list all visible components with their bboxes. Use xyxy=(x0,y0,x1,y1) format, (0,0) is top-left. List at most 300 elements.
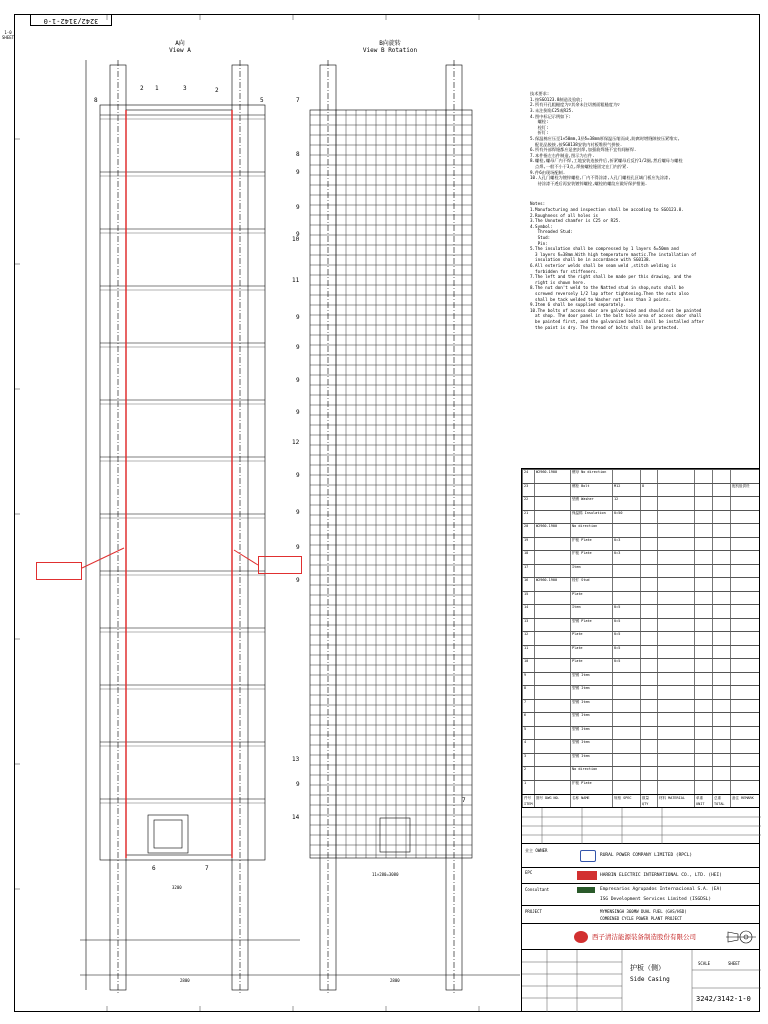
side-tag: 1-0 SHEET xyxy=(2,30,15,40)
table-cell xyxy=(712,605,730,619)
table-cell: 型钢 Item xyxy=(570,727,612,741)
view-b-en: View B Rotation xyxy=(362,47,418,54)
table-cell: 20 xyxy=(522,524,534,538)
notes-chinese xyxy=(530,91,755,186)
table-cell: δ=5 xyxy=(612,659,640,673)
table-cell xyxy=(730,605,761,619)
table-cell xyxy=(657,619,694,633)
table-cell xyxy=(694,605,712,619)
table-cell xyxy=(730,538,761,552)
table-cell xyxy=(730,497,761,511)
table-cell xyxy=(534,565,570,579)
note-line-cn: 7.本件指左右件制造,图示为右件. xyxy=(530,152,595,158)
table-cell xyxy=(640,646,657,660)
table-cell: Item xyxy=(570,565,612,579)
table-cell xyxy=(730,646,761,660)
table-cell xyxy=(730,470,761,484)
table-row xyxy=(522,658,759,673)
table-cell xyxy=(694,700,712,714)
table-cell xyxy=(534,713,570,727)
note-line-cn: 9.件6由现场配制. xyxy=(530,169,566,175)
table-cell xyxy=(730,754,761,768)
table-cell xyxy=(712,578,730,592)
table-cell: δ=5 xyxy=(612,646,640,660)
table-cell xyxy=(657,578,694,592)
table-header-cell: 总重 TOTAL xyxy=(712,795,730,807)
table-cell: 8 xyxy=(640,484,657,498)
table-cell xyxy=(534,754,570,768)
table-cell xyxy=(534,659,570,673)
item-balloon: 2 xyxy=(140,85,144,92)
table-cell xyxy=(730,619,761,633)
item-balloon: 13 xyxy=(292,756,300,763)
table-cell xyxy=(712,470,730,484)
table-cell xyxy=(640,511,657,525)
table-cell xyxy=(640,767,657,781)
table-row xyxy=(522,712,759,727)
table-cell xyxy=(657,524,694,538)
sheet-label: SHEET xyxy=(728,961,741,966)
note-line-cn: 8.螺栓,螺母厂内不焊,工地安装连接件后,折紧螺母后反拧1/2圈,然后螺母与螺栓 xyxy=(530,158,683,164)
table-cell: 型钢 Item xyxy=(570,700,612,714)
item-balloon: 7 xyxy=(296,97,300,104)
table-cell: Plate xyxy=(570,592,612,606)
table-cell xyxy=(640,578,657,592)
table-cell xyxy=(534,740,570,754)
parts-list-table xyxy=(521,468,760,808)
table-cell: 配机组供货 xyxy=(730,484,761,498)
table-cell xyxy=(640,619,657,633)
note-line-en: Threaded Stud: xyxy=(530,229,573,235)
table-cell xyxy=(712,511,730,525)
view-a-cn: A向 xyxy=(175,40,185,47)
table-cell: 23 xyxy=(522,484,534,498)
table-row xyxy=(522,645,759,660)
table-cell: δ=3 xyxy=(612,538,640,552)
table-cell xyxy=(694,524,712,538)
project-line-2: COMBINED CYCLE POWER PLANT PROJECT xyxy=(600,916,682,921)
table-cell xyxy=(730,700,761,714)
table-cell xyxy=(712,551,730,565)
item-balloon: 5 xyxy=(260,97,264,104)
note-line-en: 9.Item 6 shall be supplied separately. xyxy=(530,302,626,308)
view-b-cn: B向旋转 xyxy=(379,40,401,47)
owner-logo-icon xyxy=(580,850,596,862)
title-block xyxy=(521,950,760,1012)
table-cell: 11 xyxy=(522,646,534,660)
table-cell xyxy=(640,754,657,768)
table-cell xyxy=(712,767,730,781)
table-cell xyxy=(657,511,694,525)
table-cell xyxy=(712,632,730,646)
table-cell xyxy=(640,592,657,606)
item-balloon: 9 xyxy=(296,577,300,584)
table-cell xyxy=(534,538,570,552)
table-row xyxy=(522,726,759,741)
table-cell: Item xyxy=(570,605,612,619)
table-cell xyxy=(730,565,761,579)
parts-list-header xyxy=(522,794,759,807)
note-line-en: Notes: xyxy=(530,201,546,207)
table-cell xyxy=(694,781,712,795)
table-cell xyxy=(612,740,640,754)
table-cell xyxy=(657,470,694,484)
table-cell xyxy=(534,727,570,741)
table-cell xyxy=(640,673,657,687)
table-cell xyxy=(657,673,694,687)
table-cell: Plate xyxy=(570,632,612,646)
table-cell xyxy=(640,524,657,538)
table-cell xyxy=(534,781,570,795)
consultant-name-1: Empresarios Agrupados Internacional S.A. (EA) xyxy=(600,887,722,892)
table-cell xyxy=(712,727,730,741)
table-cell: 型钢 Item xyxy=(570,740,612,754)
note-line-en: 4.Symbol: xyxy=(530,223,553,229)
table-cell xyxy=(534,767,570,781)
table-cell xyxy=(694,619,712,633)
table-cell xyxy=(730,551,761,565)
table-cell xyxy=(694,686,712,700)
table-cell xyxy=(712,781,730,795)
table-cell: Plate xyxy=(570,659,612,673)
note-line-en: the paint is dry. The thread of bolts shall be protected. xyxy=(530,324,679,330)
note-line-en: 6.All exterior welds shall be seam weld ,stitch welding is xyxy=(530,263,677,268)
note-line-en: screwed reversely 1/2 lap after tightening.Then the nuts also xyxy=(530,290,689,296)
table-cell xyxy=(640,605,657,619)
table-row xyxy=(522,523,759,538)
table-cell: 5 xyxy=(522,727,534,741)
note-line-cn: 待涂漆干透后再安装镀锌螺栓,螺栓的螺纹应做好保护措施. xyxy=(530,180,648,186)
view-a xyxy=(80,60,300,995)
note-line-cn: 栓钉: xyxy=(530,124,549,130)
table-cell xyxy=(612,781,640,795)
table-cell: 14 xyxy=(522,605,534,619)
table-cell xyxy=(612,673,640,687)
table-cell: 10 xyxy=(522,659,534,673)
scale-label: SCALE xyxy=(698,961,711,966)
table-cell xyxy=(730,713,761,727)
revision-grid xyxy=(522,808,761,844)
note-line-en: 8.The nut don't weld to the Natted stud in shop,nuts shall be xyxy=(530,285,684,291)
table-header-cell: 件号 ITEM xyxy=(524,796,533,806)
table-cell: 护板 Plate xyxy=(570,551,612,565)
table-cell xyxy=(612,754,640,768)
table-cell xyxy=(657,551,694,565)
table-cell xyxy=(640,781,657,795)
note-line-en: 7.The left and the right shall be made per this drawing, and the xyxy=(530,274,692,280)
table-header-cell: 数量 QTY xyxy=(640,795,657,807)
table-cell: δ=5 xyxy=(612,632,640,646)
table-cell xyxy=(712,484,730,498)
table-cell xyxy=(612,578,640,592)
table-cell xyxy=(694,754,712,768)
table-cell xyxy=(612,686,640,700)
table-cell xyxy=(694,740,712,754)
table-cell xyxy=(712,740,730,754)
table-cell: 9 xyxy=(522,673,534,687)
table-cell xyxy=(694,727,712,741)
note-line-cn: 技术要求: xyxy=(530,91,550,97)
title-chinese: 护板（侧） xyxy=(630,964,665,972)
table-cell xyxy=(694,713,712,727)
note-line-en: right is shown here. xyxy=(530,279,586,285)
table-cell xyxy=(534,605,570,619)
note-line-en: 5.The insulation shall be compressed by 1 layers δ=50mm and xyxy=(530,246,679,252)
item-balloon: 8 xyxy=(94,97,98,104)
table-row xyxy=(522,537,759,552)
table-cell xyxy=(712,524,730,538)
table-cell: 12 xyxy=(522,632,534,646)
table-cell xyxy=(534,673,570,687)
table-cell xyxy=(657,632,694,646)
company-name: 西子清洁能源装备制造股份有限公司 xyxy=(592,933,696,941)
item-balloon: 9 xyxy=(296,544,300,551)
table-cell: 12 xyxy=(612,497,640,511)
note-line-en: be painted first, and the galvanized bolts shall be installed after xyxy=(530,318,704,324)
table-cell: No direction xyxy=(570,767,612,781)
table-cell xyxy=(694,470,712,484)
table-cell xyxy=(694,578,712,592)
table-header-cell: 单重 UNIT xyxy=(694,795,712,807)
table-cell xyxy=(534,700,570,714)
table-cell xyxy=(694,497,712,511)
table-cell xyxy=(657,700,694,714)
table-cell: W2960-1900 xyxy=(534,524,570,538)
note-line-cn: 折钉: xyxy=(530,130,549,136)
table-cell xyxy=(612,565,640,579)
drawing-number-top: 3242/3142-1-0 xyxy=(30,14,112,26)
item-balloon: 6 xyxy=(152,865,156,872)
table-cell xyxy=(712,538,730,552)
table-cell xyxy=(657,713,694,727)
highlight-lines xyxy=(82,110,258,858)
table-cell: W2960-1900 xyxy=(534,578,570,592)
table-cell xyxy=(712,659,730,673)
table-cell xyxy=(694,673,712,687)
table-cell xyxy=(640,551,657,565)
table-cell xyxy=(730,727,761,741)
table-header-cell: 名称 NAME xyxy=(570,795,612,807)
note-line-cn: 螺栓: xyxy=(530,119,549,125)
item-balloon: 9 xyxy=(296,781,300,788)
owner-name: RURAL POWER COMPANY LIMITED (RPCL) xyxy=(600,853,693,858)
table-cell xyxy=(657,686,694,700)
table-cell xyxy=(712,497,730,511)
table-header-cell: 材料 MATERIAL xyxy=(657,795,694,807)
note-line-cn: 点焊,一般不小于3点,焊接螺栓缝固定在门内拧紧. xyxy=(530,163,629,169)
table-row xyxy=(522,631,759,646)
table-cell xyxy=(534,551,570,565)
table-cell xyxy=(712,565,730,579)
table-cell xyxy=(712,754,730,768)
table-cell xyxy=(694,538,712,552)
table-header-cell: 备注 REMARK xyxy=(730,795,761,807)
table-cell xyxy=(694,565,712,579)
dim-bottom: 3200 xyxy=(172,885,182,890)
table-cell: 3 xyxy=(522,754,534,768)
note-line-en: 3.The Unnoted chamfer is C25 or R25. xyxy=(530,218,621,224)
table-cell xyxy=(612,727,640,741)
note-line-cn: 1.按SGO123.8制造及验收; xyxy=(530,96,583,102)
table-cell: Plate xyxy=(570,646,612,660)
item-balloon: 9 xyxy=(296,314,300,321)
table-cell: 型钢 Item xyxy=(570,686,612,700)
note-line-cn: 2.所有开孔粗糙度为▽其余未注切割面粗糙度为▽ xyxy=(530,102,620,108)
project-label: PROJECT xyxy=(525,909,542,914)
item-balloon: 9 xyxy=(296,509,300,516)
table-cell: 螺母 No direction xyxy=(570,470,612,484)
table-cell xyxy=(640,538,657,552)
table-cell xyxy=(730,686,761,700)
owner-block xyxy=(521,844,760,868)
note-line-en: forbidden for stiffeners. xyxy=(530,268,599,274)
table-cell xyxy=(534,632,570,646)
table-cell: 7 xyxy=(522,700,534,714)
epc-block xyxy=(521,868,760,884)
table-cell xyxy=(640,497,657,511)
table-cell xyxy=(612,470,640,484)
table-cell xyxy=(694,484,712,498)
item-balloon: 1 xyxy=(155,85,159,92)
table-cell xyxy=(640,740,657,754)
table-cell xyxy=(657,565,694,579)
epc-logo-icon xyxy=(577,871,597,880)
table-cell: 型钢 Item xyxy=(570,713,612,727)
table-cell: 17 xyxy=(522,565,534,579)
note-line-en: 1.Manufacturing and inspection shall be accoding to SGO123.8. xyxy=(530,207,684,213)
table-cell xyxy=(694,659,712,673)
project-line-1: MYMENSINGH 360MW DUAL FUEL (GAS/HSD) xyxy=(600,909,687,914)
table-cell xyxy=(694,632,712,646)
table-cell: 护板 Plate xyxy=(570,781,612,795)
table-cell: 2 xyxy=(522,767,534,781)
table-cell: 1 xyxy=(522,781,534,795)
table-header-cell: 图号 DWG NO. xyxy=(534,795,570,807)
table-cell: 19 xyxy=(522,538,534,552)
owner-label: 业主 OWNER xyxy=(525,848,548,853)
table-cell xyxy=(657,484,694,498)
company-block xyxy=(521,924,760,950)
table-row xyxy=(522,577,759,592)
table-cell: No direction xyxy=(570,524,612,538)
note-line-en: Pin: xyxy=(530,240,548,246)
table-cell xyxy=(640,686,657,700)
table-cell xyxy=(640,727,657,741)
table-cell xyxy=(694,511,712,525)
table-row xyxy=(522,766,759,781)
table-cell xyxy=(640,470,657,484)
table-row xyxy=(522,604,759,619)
table-cell xyxy=(612,524,640,538)
table-cell: δ=5 xyxy=(612,605,640,619)
table-row xyxy=(522,618,759,633)
note-line-cn: 6.所有外部焊缝都应是密封焊,加强筋焊缝不宜有间断焊. xyxy=(530,147,637,153)
revision-block xyxy=(521,808,760,844)
table-cell xyxy=(534,511,570,525)
table-cell: δ=50 xyxy=(612,511,640,525)
table-cell xyxy=(657,538,694,552)
table-row xyxy=(522,739,759,754)
table-cell xyxy=(730,578,761,592)
note-line-en: at shop. The door panel in the bolt hole area of access door shall xyxy=(530,313,702,319)
table-header-cell: 规格 SPEC xyxy=(612,795,640,807)
item-balloon: 3 xyxy=(183,85,187,92)
table-cell xyxy=(694,646,712,660)
note-line-en: 3 layers δ=38mm.With high temperature mastic.The installation of xyxy=(530,251,697,257)
note-line-en: 10.The bolts of access door are galvanized and should not be painted xyxy=(530,307,702,313)
table-cell: δ=5 xyxy=(612,619,640,633)
project-block xyxy=(521,906,760,924)
note-line-en: insulation shall be in accordance with SG0138. xyxy=(530,257,652,263)
table-cell xyxy=(712,646,730,660)
table-cell xyxy=(694,767,712,781)
table-cell xyxy=(657,659,694,673)
table-cell: 21 xyxy=(522,511,534,525)
table-cell: 型钢 Item xyxy=(570,673,612,687)
item-balloon: 9 xyxy=(296,231,300,238)
table-cell: 垫圈 Washer xyxy=(570,497,612,511)
table-cell: 6 xyxy=(522,713,534,727)
item-balloon: 2 xyxy=(215,87,219,94)
table-cell xyxy=(730,632,761,646)
note-line-cn: 3.未注倒角C25或R25. xyxy=(530,107,574,113)
item-balloon: 9 xyxy=(296,377,300,384)
item-balloon: 9 xyxy=(296,344,300,351)
note-line-cn: 5.保温棉应压至1×50mm,3层δ=38mm厚保温压缩而成,防腐时增缝隙按压紧堆实, xyxy=(530,135,681,141)
table-row xyxy=(522,753,759,768)
table-cell xyxy=(534,646,570,660)
table-row xyxy=(522,469,759,484)
table-row xyxy=(522,496,759,511)
table-row xyxy=(522,564,759,579)
item-balloon: 12 xyxy=(292,439,300,446)
table-cell xyxy=(612,767,640,781)
dim-width: 2800 xyxy=(180,978,190,983)
view-a-en: View A xyxy=(169,47,191,54)
table-cell xyxy=(534,592,570,606)
table-cell xyxy=(640,565,657,579)
item-balloon: 9 xyxy=(296,472,300,479)
table-cell xyxy=(694,592,712,606)
table-cell xyxy=(657,646,694,660)
callout-box-right xyxy=(258,556,302,574)
title-english: Side Casing xyxy=(630,976,670,983)
table-cell xyxy=(640,713,657,727)
table-row xyxy=(522,591,759,606)
table-cell xyxy=(640,632,657,646)
epc-name: HARBIN ELECTRIC INTERNATIONAL CO., LTD. (HEI) xyxy=(600,873,722,878)
table-cell xyxy=(712,700,730,714)
table-cell: 型钢 Plate xyxy=(570,619,612,633)
table-cell: 18 xyxy=(522,551,534,565)
table-cell xyxy=(712,673,730,687)
item-balloon: 7 xyxy=(205,865,209,872)
callout-box-left xyxy=(36,562,82,580)
table-cell xyxy=(657,781,694,795)
table-cell xyxy=(657,754,694,768)
table-cell: 8 xyxy=(522,686,534,700)
technical-notes xyxy=(530,80,755,345)
table-cell: 4 xyxy=(522,740,534,754)
table-cell: 16 xyxy=(522,578,534,592)
table-cell xyxy=(730,767,761,781)
consultant-name-2: ISG Development Services Limited (ISGDSL) xyxy=(600,897,712,902)
table-cell xyxy=(730,673,761,687)
consultant-label: Consultant xyxy=(525,887,550,892)
table-cell xyxy=(534,619,570,633)
table-row xyxy=(522,699,759,714)
note-line-cn: 配花品胶接,按SG0138安装内衬板堆积气拼接. xyxy=(530,141,623,147)
